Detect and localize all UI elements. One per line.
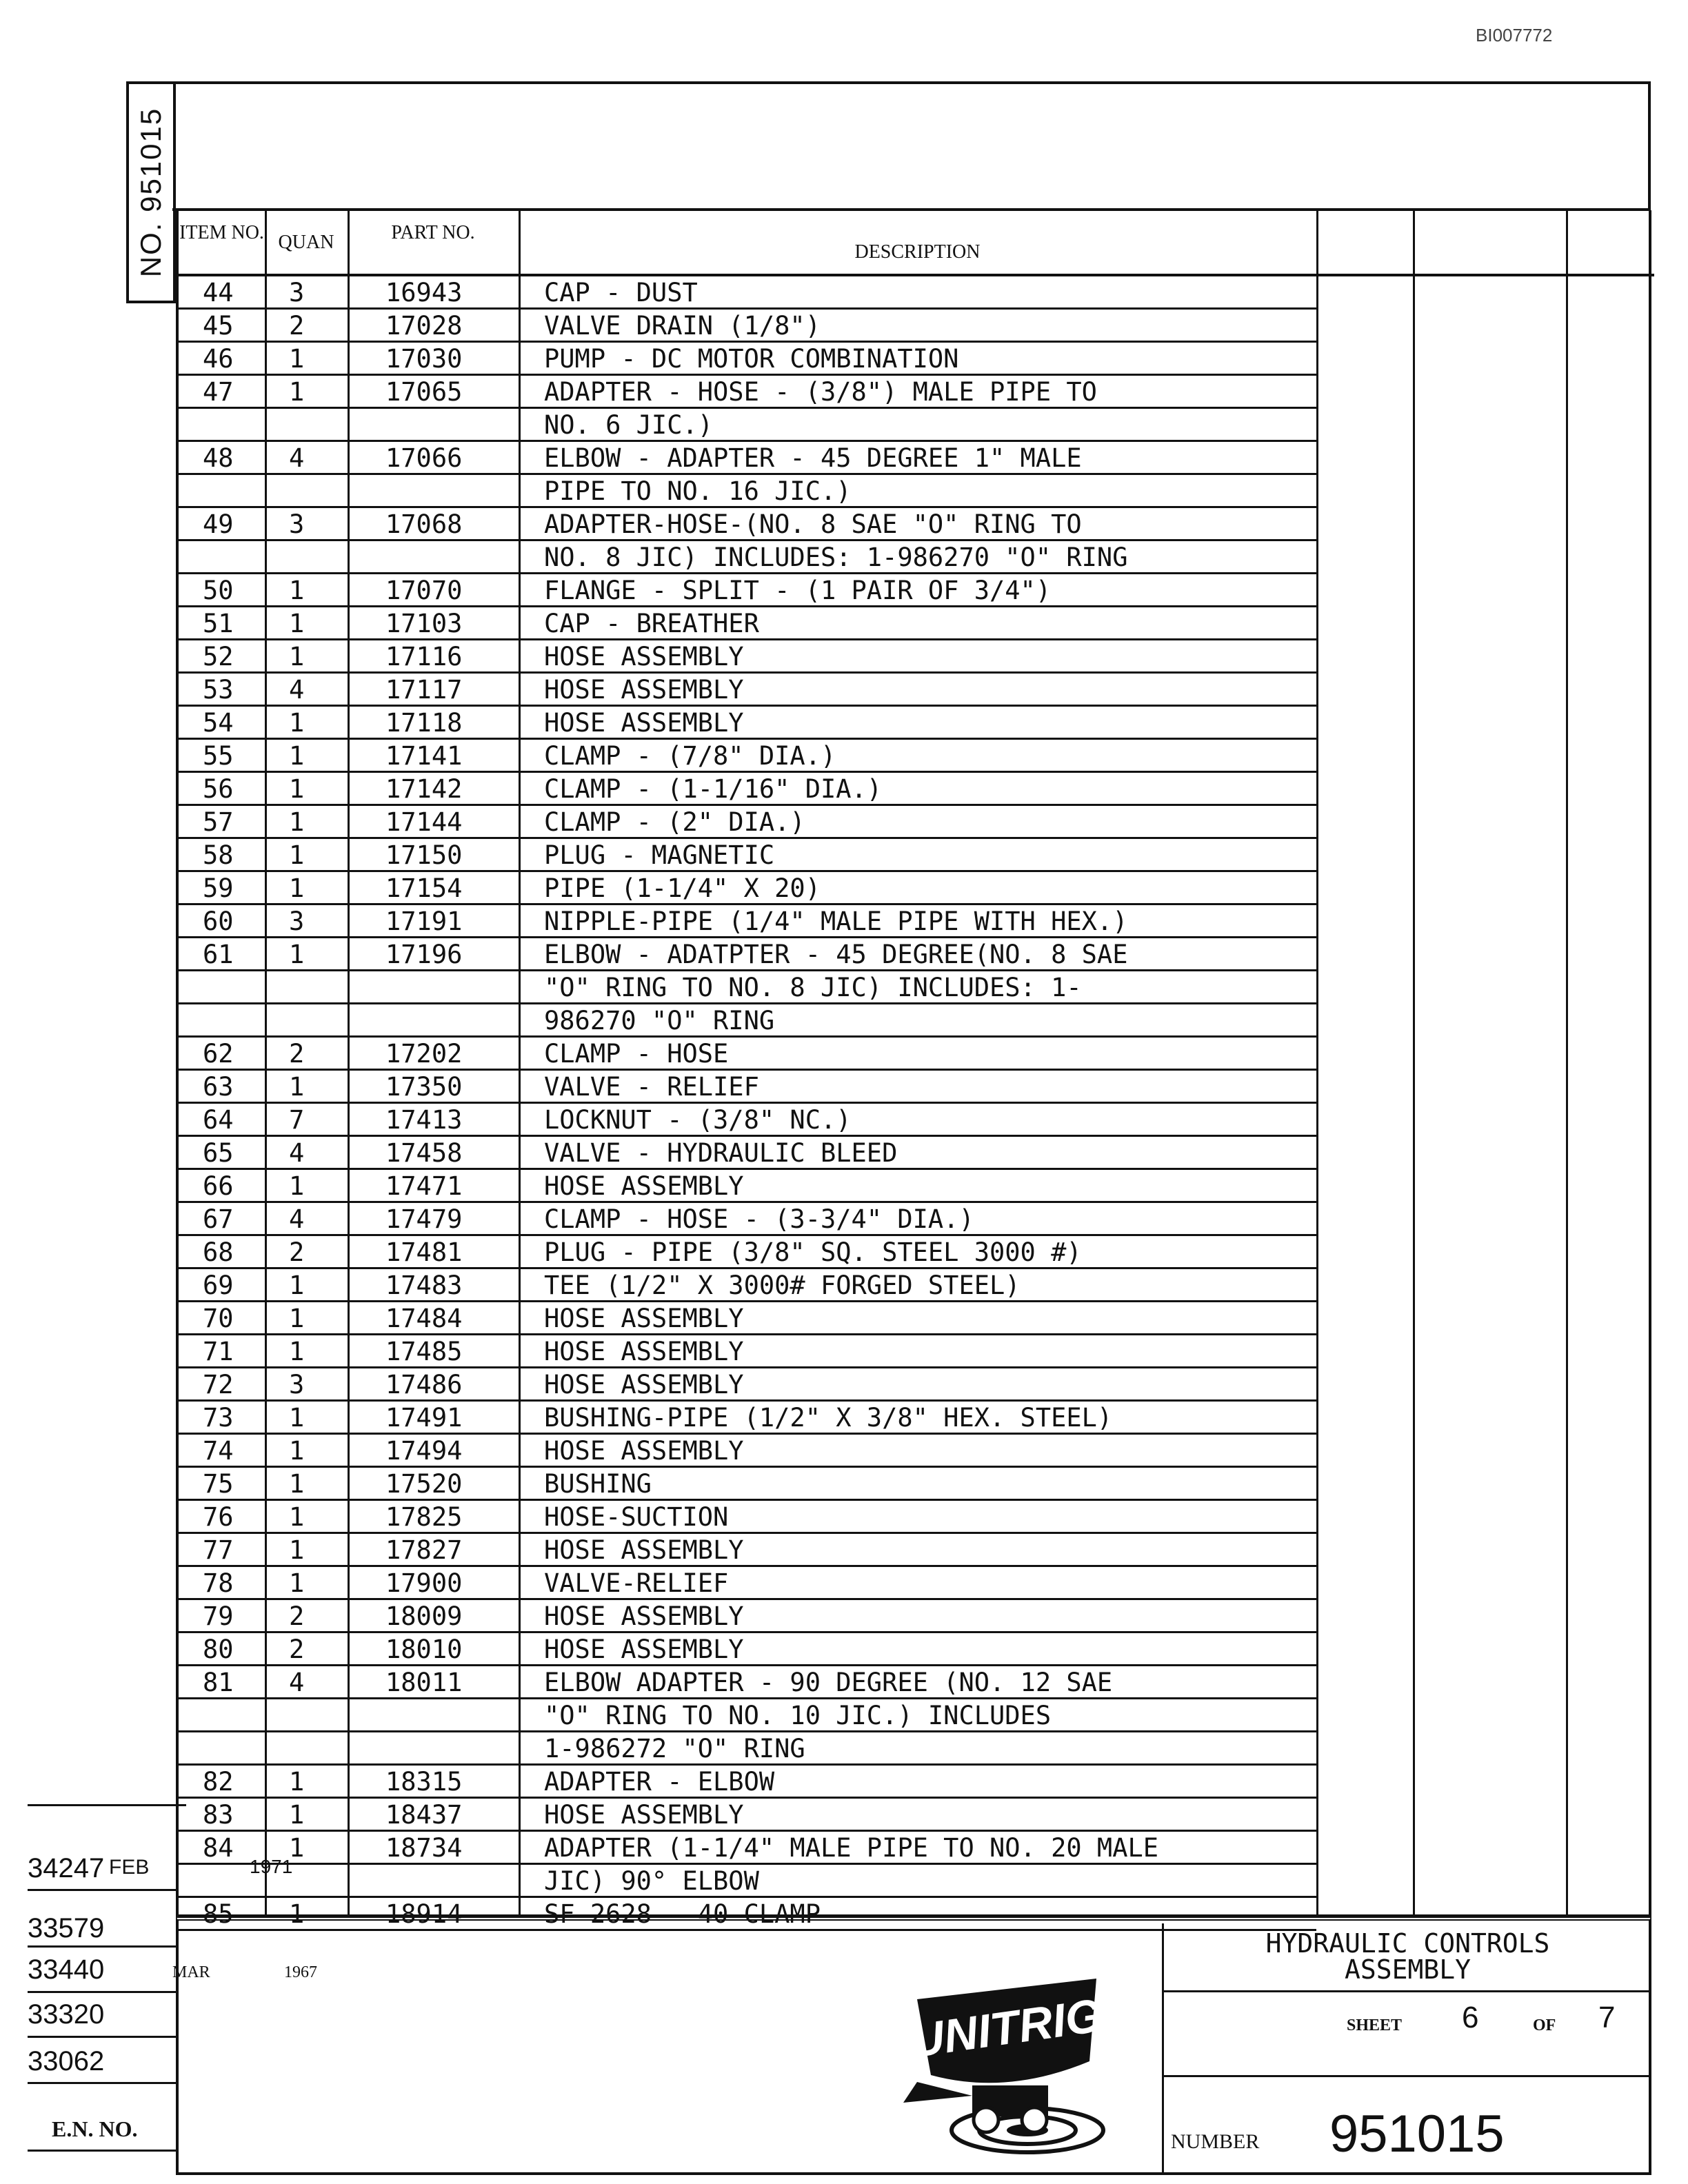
description-cell: HOSE ASSEMBLY [544, 1337, 744, 1366]
part-no-cell: 17479 [385, 1204, 463, 1234]
description-cell: HOSE ASSEMBLY [544, 1635, 744, 1664]
description-cell: PLUG - MAGNETIC [544, 840, 775, 870]
description-cell: HOSE ASSEMBLY [544, 1171, 744, 1201]
table-row [179, 508, 1316, 541]
table-row [179, 1501, 1316, 1534]
description-cell: BUSHING-PIPE (1/2" X 3/8" HEX. STEEL) [544, 1403, 1113, 1433]
table-row [179, 1699, 1316, 1732]
en-number: 33062 [28, 2046, 105, 2076]
quantity-cell: 3 [289, 907, 305, 936]
description-cell: HOSE ASSEMBLY [544, 642, 744, 671]
table-row [179, 1137, 1316, 1170]
header-part-no: PART NO. [348, 210, 519, 276]
table-row [179, 1335, 1316, 1368]
quantity-cell: 1 [289, 344, 305, 374]
quantity-cell: 1 [289, 1072, 305, 1102]
col-divider [1316, 210, 1318, 1914]
item-no-cell: 85 [203, 1899, 234, 1929]
unitrig-logo [890, 1958, 1124, 2165]
quantity-cell: 2 [289, 1237, 305, 1267]
description-cell: "O" RING TO NO. 8 JIC) INCLUDES: 1- [544, 973, 1082, 1002]
header-blank [1316, 210, 1654, 276]
table-row [179, 938, 1316, 971]
side-drawing-number [126, 81, 176, 303]
quantity-cell: 1 [289, 609, 305, 638]
item-no-cell: 52 [203, 642, 234, 671]
description-cell: ADAPTER-HOSE-(NO. 8 SAE "O" RING TO [544, 509, 1082, 539]
description-cell: HOSE-SUCTION [544, 1502, 729, 1532]
en-label: E.N. NO. [52, 2116, 138, 2141]
description-cell: PUMP - DC MOTOR COMBINATION [544, 344, 959, 374]
quantity-cell: 1 [289, 940, 305, 969]
en-number: 33320 [28, 1999, 105, 2030]
description-cell: VALVE-RELIEF [544, 1568, 729, 1598]
part-no-cell: 17117 [385, 675, 463, 705]
table-row [179, 1534, 1316, 1567]
part-no-cell: 18011 [385, 1668, 463, 1697]
table-row [179, 872, 1316, 905]
quantity-cell: 1 [289, 1800, 305, 1830]
en-number: 33579 [28, 1913, 105, 1943]
quantity-cell: 1 [289, 708, 305, 738]
description-cell: VALVE - HYDRAULIC BLEED [544, 1138, 898, 1168]
item-no-cell: 80 [203, 1635, 234, 1664]
item-no-cell: 55 [203, 741, 234, 771]
table-row [179, 1269, 1316, 1302]
part-no-cell: 17900 [385, 1568, 463, 1598]
table-row [179, 806, 1316, 839]
table-row [179, 310, 1316, 343]
part-no-cell: 17070 [385, 576, 463, 605]
en-divider [28, 2150, 176, 2152]
part-no-cell: 17494 [385, 1436, 463, 1466]
description-cell: CAP - DUST [544, 278, 698, 307]
item-no-cell: 60 [203, 907, 234, 936]
item-no-cell: 71 [203, 1337, 234, 1366]
en-divider [28, 2082, 176, 2084]
quantity-cell: 4 [289, 1204, 305, 1234]
table-row [179, 1435, 1316, 1468]
part-no-cell: 17471 [385, 1171, 463, 1201]
item-no-cell: 57 [203, 807, 234, 837]
table-row [179, 574, 1316, 607]
description-cell: ELBOW ADAPTER - 90 DEGREE (NO. 12 SAE [544, 1668, 1113, 1697]
en-divider [28, 1945, 176, 1948]
part-no-cell: 17827 [385, 1535, 463, 1565]
item-no-cell: 79 [203, 1601, 234, 1631]
item-no-cell: 56 [203, 774, 234, 804]
item-no-cell: 84 [203, 1833, 234, 1863]
item-no-cell: 75 [203, 1469, 234, 1499]
item-no-cell: 70 [203, 1304, 234, 1333]
table-row [179, 607, 1316, 640]
item-no-cell: 73 [203, 1403, 234, 1433]
quantity-cell: 2 [289, 1635, 305, 1664]
quantity-cell: 1 [289, 741, 305, 771]
table-row [179, 1567, 1316, 1600]
en-date-year: 1967 [284, 1963, 317, 1981]
item-no-cell: 83 [203, 1800, 234, 1830]
table-row [179, 1633, 1316, 1666]
quantity-cell: 4 [289, 1138, 305, 1168]
part-no-cell: 16943 [385, 278, 463, 307]
table-row [179, 1600, 1316, 1633]
item-no-cell: 67 [203, 1204, 234, 1234]
quantity-cell: 1 [289, 1304, 305, 1333]
quantity-cell: 1 [289, 1436, 305, 1466]
part-no-cell: 17144 [385, 807, 463, 837]
part-no-cell: 17030 [385, 344, 463, 374]
part-no-cell: 18009 [385, 1601, 463, 1631]
description-cell: VALVE - RELIEF [544, 1072, 759, 1102]
part-no-cell: 17484 [385, 1304, 463, 1333]
table-row [179, 376, 1316, 409]
part-no-cell: 17483 [385, 1271, 463, 1300]
quantity-cell: 1 [289, 1271, 305, 1300]
en-divider [28, 1889, 176, 1891]
drawing-number: 951015 [1329, 2105, 1505, 2163]
table-row [179, 640, 1316, 674]
svg-text:UNITRIG: UNITRIG [907, 1988, 1105, 2068]
en-date-month: FEB [109, 1856, 150, 1879]
item-no-cell: 68 [203, 1237, 234, 1267]
en-number: 33440 [28, 1954, 105, 1985]
description-cell: CLAMP - (2" DIA.) [544, 807, 805, 837]
part-no-cell: 17068 [385, 509, 463, 539]
parts-table [176, 210, 1651, 1929]
table-row [179, 343, 1316, 376]
item-no-cell: 53 [203, 675, 234, 705]
description-cell: 986270 "O" RING [544, 1006, 775, 1035]
item-no-cell: 81 [203, 1668, 234, 1697]
table-row [179, 409, 1316, 442]
quantity-cell: 1 [289, 1568, 305, 1598]
table-row [179, 1004, 1316, 1038]
part-no-cell: 17028 [385, 311, 463, 341]
description-cell: VALVE DRAIN (1/8") [544, 311, 821, 341]
quantity-cell: 7 [289, 1105, 305, 1135]
sheet-divider [1164, 2075, 1651, 2077]
table-row [179, 1832, 1316, 1865]
en-date-year: 1971 [250, 1856, 293, 1877]
header-blank-area [172, 81, 1651, 211]
table-row [179, 839, 1316, 872]
quantity-cell: 4 [289, 443, 305, 473]
table-row [179, 971, 1316, 1004]
description-cell: NO. 6 JIC.) [544, 410, 714, 440]
en-divider [28, 1991, 176, 1993]
description-cell: FLANGE - SPLIT - (1 PAIR OF 3/4") [544, 576, 1052, 605]
quantity-cell: 3 [289, 1370, 305, 1399]
item-no-cell: 48 [203, 443, 234, 473]
item-no-cell: 54 [203, 708, 234, 738]
quantity-cell: 1 [289, 774, 305, 804]
description-cell: HOSE ASSEMBLY [544, 1370, 744, 1399]
item-no-cell: 64 [203, 1105, 234, 1135]
table-row [179, 1732, 1316, 1766]
quantity-cell: 1 [289, 576, 305, 605]
description-cell: HOSE ASSEMBLY [544, 1535, 744, 1565]
part-no-cell: 17481 [385, 1237, 463, 1267]
description-cell: "O" RING TO NO. 10 JIC.) INCLUDES [544, 1701, 1052, 1730]
table-row [179, 1302, 1316, 1335]
sheet-number-box [1162, 1992, 1651, 2175]
description-cell: CLAMP - HOSE [544, 1039, 729, 1069]
description-cell: CAP - BREATHER [544, 609, 759, 638]
col-divider [1413, 210, 1415, 1914]
part-no-cell: 18315 [385, 1767, 463, 1797]
table-row [179, 740, 1316, 773]
item-no-cell: 61 [203, 940, 234, 969]
description-cell: PIPE (1-1/4" X 20) [544, 873, 821, 903]
table-row [179, 905, 1316, 938]
item-no-cell: 45 [203, 311, 234, 341]
quantity-cell: 1 [289, 1535, 305, 1565]
item-no-cell: 65 [203, 1138, 234, 1168]
part-no-cell: 17825 [385, 1502, 463, 1532]
item-no-cell: 59 [203, 873, 234, 903]
description-cell: HOSE ASSEMBLY [544, 708, 744, 738]
description-cell: ADAPTER - HOSE - (3/8") MALE PIPE TO [544, 377, 1097, 407]
quantity-cell: 3 [289, 278, 305, 307]
table-row [179, 1766, 1316, 1799]
title-line-1: HYDRAULIC CONTROLS [1265, 1928, 1550, 1959]
document-code: BI007772 [1476, 25, 1553, 46]
quantity-cell: 1 [289, 377, 305, 407]
en-date-month: MAR [172, 1963, 210, 1981]
quantity-cell: 1 [289, 873, 305, 903]
part-no-cell: 17142 [385, 774, 463, 804]
side-drawing-number-text: NO. 951015 [134, 107, 167, 278]
table-row [179, 1170, 1316, 1203]
table-row [179, 1468, 1316, 1501]
item-no-cell: 66 [203, 1171, 234, 1201]
part-no-cell: 17065 [385, 377, 463, 407]
description-cell: HOSE ASSEMBLY [544, 1800, 744, 1830]
table-row [179, 1865, 1316, 1898]
quantity-cell: 1 [289, 1767, 305, 1797]
description-cell: NIPPLE-PIPE (1/4" MALE PIPE WITH HEX.) [544, 907, 1128, 936]
item-no-cell: 77 [203, 1535, 234, 1565]
table-row [179, 674, 1316, 707]
description-cell: HOSE ASSEMBLY [544, 1436, 744, 1466]
part-no-cell: 17066 [385, 443, 463, 473]
quantity-cell: 2 [289, 311, 305, 341]
description-cell: HOSE ASSEMBLY [544, 675, 744, 705]
part-no-cell: 17350 [385, 1072, 463, 1102]
quantity-cell: 1 [289, 1403, 305, 1433]
item-no-cell: 50 [203, 576, 234, 605]
quantity-cell: 4 [289, 1668, 305, 1697]
quantity-cell: 1 [289, 840, 305, 870]
item-no-cell: 51 [203, 609, 234, 638]
part-no-cell: 17486 [385, 1370, 463, 1399]
description-cell: HOSE ASSEMBLY [544, 1601, 744, 1631]
description-cell: PIPE TO NO. 16 JIC.) [544, 476, 852, 506]
part-no-cell: 17413 [385, 1105, 463, 1135]
description-cell: CLAMP - (1-1/16" DIA.) [544, 774, 883, 804]
part-no-cell: 17141 [385, 741, 463, 771]
item-no-cell: 44 [203, 278, 234, 307]
table-row [179, 707, 1316, 740]
item-no-cell: 82 [203, 1767, 234, 1797]
description-cell: ADAPTER (1-1/4" MALE PIPE TO NO. 20 MALE [544, 1833, 1159, 1863]
description-cell: BUSHING [544, 1469, 652, 1499]
description-cell: SF 2628 - 40 CLAMP [544, 1899, 821, 1929]
part-no-cell: 18437 [385, 1800, 463, 1830]
quantity-cell: 4 [289, 675, 305, 705]
part-no-cell: 18914 [385, 1899, 463, 1929]
title-box [1162, 1923, 1651, 1992]
part-no-cell: 17103 [385, 609, 463, 638]
item-no-cell: 76 [203, 1502, 234, 1532]
description-cell: ELBOW - ADAPTER - 45 DEGREE 1" MALE [544, 443, 1082, 473]
table-row [179, 773, 1316, 806]
unitrig-logo-icon [890, 1958, 1124, 2165]
item-no-cell: 49 [203, 509, 234, 539]
description-cell: LOCKNUT - (3/8" NC.) [544, 1105, 852, 1135]
item-no-cell: 74 [203, 1436, 234, 1466]
quantity-cell: 1 [289, 807, 305, 837]
table-row [179, 276, 1316, 310]
sheet-label: SHEET [1347, 2016, 1403, 2034]
header-quan: QUAN [265, 210, 348, 276]
item-no-cell: 72 [203, 1370, 234, 1399]
number-label: NUMBER [1171, 2130, 1260, 2153]
title-line-2: ASSEMBLY [1344, 1954, 1471, 1985]
quantity-cell: 1 [289, 1833, 305, 1863]
table-row [179, 1368, 1316, 1402]
col-divider [1566, 210, 1568, 1914]
item-no-cell: 46 [203, 344, 234, 374]
sheet-total: 7 [1598, 2001, 1616, 2034]
part-no-cell: 17458 [385, 1138, 463, 1168]
quantity-cell: 3 [289, 509, 305, 539]
description-cell: JIC) 90° ELBOW [544, 1866, 759, 1896]
description-cell: CLAMP - HOSE - (3-3/4" DIA.) [544, 1204, 974, 1234]
table-row [179, 1236, 1316, 1269]
table-row [179, 1038, 1316, 1071]
header-description: DESCRIPTION [519, 210, 1316, 276]
item-no-cell: 58 [203, 840, 234, 870]
description-cell: ELBOW - ADATPTER - 45 DEGREE(NO. 8 SAE [544, 940, 1128, 969]
quantity-cell: 1 [289, 1171, 305, 1201]
table-row [179, 1666, 1316, 1699]
quantity-cell: 1 [289, 1469, 305, 1499]
part-no-cell: 18734 [385, 1833, 463, 1863]
description-cell: HOSE ASSEMBLY [544, 1304, 744, 1333]
quantity-cell: 2 [289, 1601, 305, 1631]
en-divider [28, 1804, 186, 1806]
table-row [179, 475, 1316, 508]
item-no-cell: 69 [203, 1271, 234, 1300]
part-no-cell: 17118 [385, 708, 463, 738]
part-no-cell: 17491 [385, 1403, 463, 1433]
part-no-cell: 17150 [385, 840, 463, 870]
part-no-cell: 17520 [385, 1469, 463, 1499]
part-no-cell: 17202 [385, 1039, 463, 1069]
description-cell: ADAPTER - ELBOW [544, 1767, 775, 1797]
description-cell: TEE (1/2" X 3000# FORGED STEEL) [544, 1271, 1021, 1300]
description-cell: NO. 8 JIC) INCLUDES: 1-986270 "O" RING [544, 543, 1128, 572]
part-no-cell: 17116 [385, 642, 463, 671]
quantity-cell: 1 [289, 1337, 305, 1366]
quantity-cell: 1 [289, 1502, 305, 1532]
of-label: OF [1533, 2016, 1556, 2034]
part-no-cell: 17154 [385, 873, 463, 903]
table-row [179, 442, 1316, 475]
description-cell: CLAMP - (7/8" DIA.) [544, 741, 836, 771]
item-no-cell: 47 [203, 377, 234, 407]
quantity-cell: 1 [289, 642, 305, 671]
en-divider [28, 2036, 176, 2038]
part-no-cell: 17485 [385, 1337, 463, 1366]
quantity-cell: 2 [289, 1039, 305, 1069]
table-row [179, 1799, 1316, 1832]
header-item-no: ITEM NO. [179, 210, 265, 276]
table-row [179, 541, 1316, 574]
item-no-cell: 62 [203, 1039, 234, 1069]
table-row [179, 1104, 1316, 1137]
description-cell: PLUG - PIPE (3/8" SQ. STEEL 3000 #) [544, 1237, 1082, 1267]
part-no-cell: 17191 [385, 907, 463, 936]
quantity-cell: 1 [289, 1899, 305, 1929]
en-number: 34247 [28, 1853, 105, 1883]
item-no-cell: 63 [203, 1072, 234, 1102]
sheet-number: 6 [1462, 2001, 1479, 2034]
table-row [179, 1203, 1316, 1236]
table-row [179, 1071, 1316, 1104]
item-no-cell: 78 [203, 1568, 234, 1598]
part-no-cell: 17196 [385, 940, 463, 969]
part-no-cell: 18010 [385, 1635, 463, 1664]
table-row [179, 1402, 1316, 1435]
description-cell: 1-986272 "O" RING [544, 1734, 805, 1763]
